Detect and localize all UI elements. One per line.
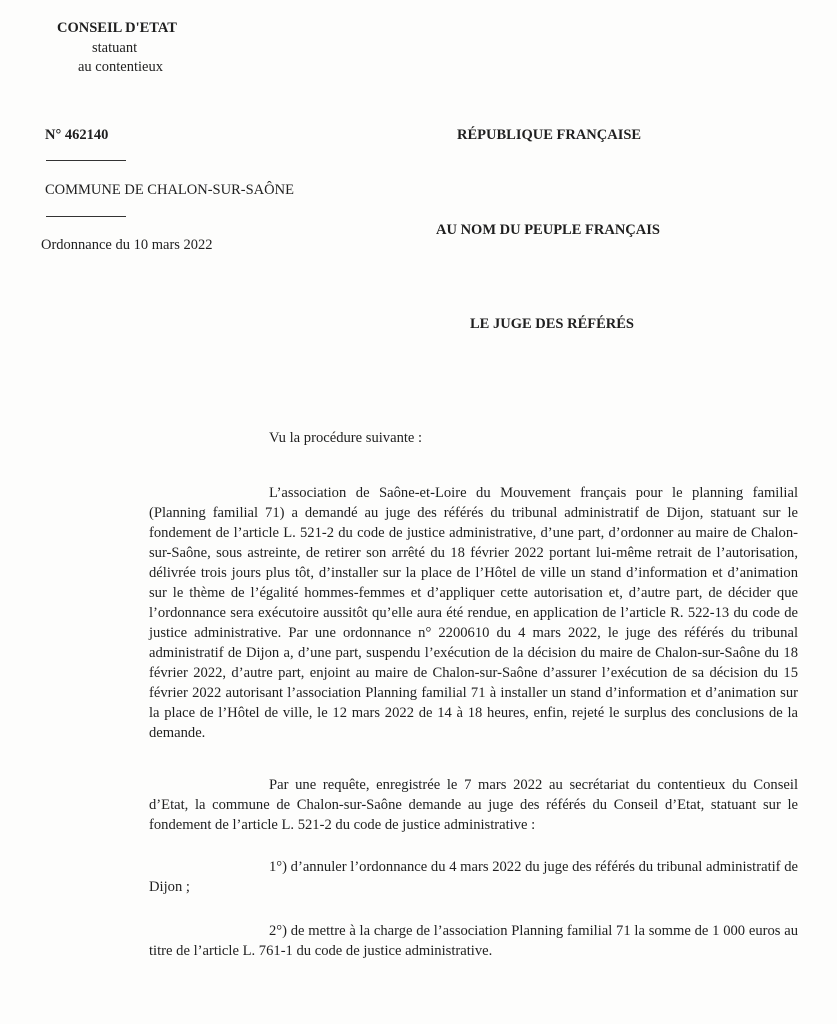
court-subtitle-1: statuant bbox=[92, 40, 138, 56]
separator-rule-2 bbox=[46, 216, 126, 217]
party-name: COMMUNE DE CHALON-SUR-SAÔNE bbox=[45, 182, 294, 198]
procedure-intro: Vu la procédure suivante : bbox=[269, 430, 423, 446]
people-heading: AU NOM DU PEUPLE FRANÇAIS bbox=[436, 222, 660, 238]
order-date: Ordonnance du 10 mars 2022 bbox=[41, 237, 213, 253]
case-number: N° 462140 bbox=[45, 127, 109, 143]
separator-rule-1 bbox=[46, 160, 126, 161]
paragraph-1: L’association de Saône-et-Loire du Mouvement français pour le planning familial (Planning familial 71) a demandé au juge des référés du tribunal administratif de Dijon, statuant sur le fondement de l’article L. 521-2 du code de justice administrative, d’une part, d’ordonner au maire de Chalon-sur-Saône, sous astreinte, de retirer son arrêté du 18 février 2022 portant lui-même retrait de l’autorisation, délivrée trois jours plus tôt, d’installer sur la place de l’Hôtel de ville un stand d’information et d’animation sur le thème de l’égalité hommes-femmes et d’appliquer cette autorisation et, d’autre part, de décider que l’ordonnance sera exécutoire aussitôt qu’elle aura été rendue, en application de l’article R. 522-13 du code de justice administrative. Par une ordonnance n° 2200610 du 4 mars 2022, le juge des référés du tribunal administratif de Dijon a, d’une part, suspendu l’exécution de la décision du maire de Chalon-sur-Saône du 18 février 2022, d’autre part, enjoint au maire de Chalon-sur-Saône d’assurer l’exécution de sa décision du 15 février 2022 autorisant l’association Planning familial 71 à installer un stand d’information et d’animation sur la place de l’Hôtel de ville, le 12 mars 2022 de 14 à 18 heures, enfin, rejeté le surplus des conclusions de la demande. bbox=[149, 485, 798, 741]
claim-item-2: 2°) de mettre à la charge de l’association Planning familial 71 la somme de 1 000 euros au titre de l’article L. 761-1 du code de justice administrative. bbox=[149, 923, 798, 959]
claim-item-1: 1°) d’annuler l’ordonnance du 4 mars 2022 du juge des référés du tribunal administratif de Dijon ; bbox=[149, 859, 798, 895]
court-name: CONSEIL D'ETAT bbox=[57, 20, 177, 36]
judge-heading: LE JUGE DES RÉFÉRÉS bbox=[470, 316, 634, 332]
paragraph-2: Par une requête, enregistrée le 7 mars 2022 au secrétariat du contentieux du Conseil d’Etat, la commune de Chalon-sur-Saône demande au juge des référés du Conseil d’Etat, statuant sur le fondement de l’article L. 521-2 du code de justice administrative : bbox=[149, 777, 798, 833]
court-subtitle-2: au contentieux bbox=[78, 59, 163, 75]
republic-heading: RÉPUBLIQUE FRANÇAISE bbox=[457, 127, 642, 143]
